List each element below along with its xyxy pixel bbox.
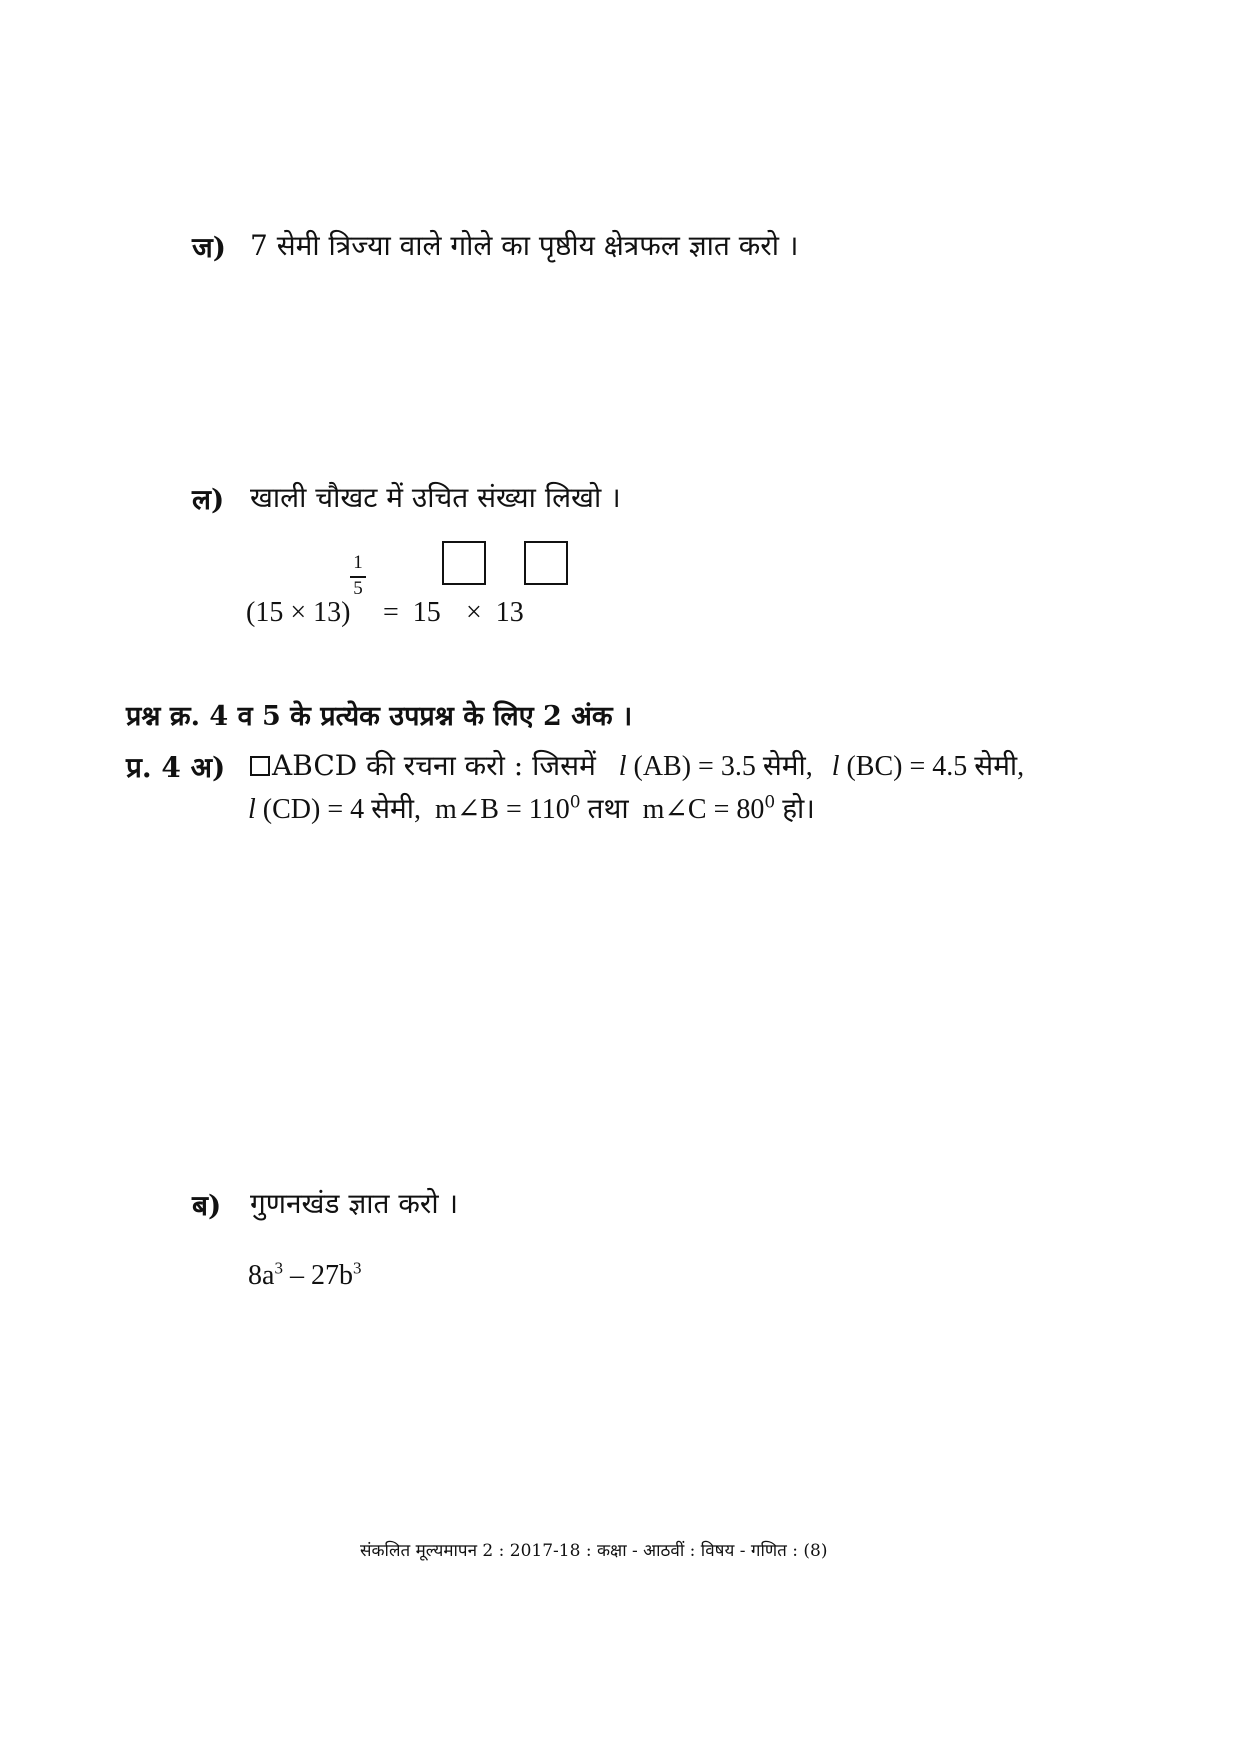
q-la-label: ल) bbox=[192, 483, 225, 516]
expr-right-a: = 15 bbox=[383, 597, 441, 628]
exponent-denominator: 5 bbox=[353, 578, 363, 599]
q4b-expr bbox=[248, 1228, 361, 1292]
q4a-deg-2: 0 bbox=[764, 792, 776, 813]
q4b-pow-b: 3 bbox=[352, 1258, 362, 1278]
exponent-numerator: 1 bbox=[353, 552, 363, 573]
q4a-label: प्र. 4 अ) bbox=[126, 751, 226, 784]
blank-box-1[interactable] bbox=[442, 541, 486, 585]
q4b-pow-a: 3 bbox=[274, 1258, 283, 1278]
q4b-text: गुणनखंड ज्ञात करो । bbox=[250, 1187, 459, 1220]
q-la-text: खाली चौखट में उचित संख्या लिखो । bbox=[250, 481, 621, 514]
q4a-l-symbol-1: l bbox=[618, 751, 627, 782]
q4a-line2-end: हो। bbox=[775, 794, 815, 825]
section-heading: प्रश्न क्र. 4 व 5 के प्रत्येक उपप्रश्न के लिए 2 अंक । bbox=[126, 701, 633, 732]
expr-right-b: × 13 bbox=[466, 597, 524, 628]
q4b-label: ब) bbox=[192, 1189, 222, 1222]
q-ja-text: 7 सेमी त्रिज्या वाले गोले का पृष्ठीय क्षेत्रफल ज्ञात करो । bbox=[250, 229, 799, 262]
q4a-line1-a: ABCD की रचना करो : जिसमें bbox=[272, 749, 596, 782]
q4a-l-symbol-2: l bbox=[831, 751, 840, 782]
q4b-expr-b: – 27b bbox=[282, 1260, 353, 1291]
q4a-line2-mid: तथा m∠C = 80 bbox=[580, 794, 765, 825]
q4a-line1 bbox=[250, 748, 1024, 785]
q4a-line2-seg: (CD) = 4 सेमी, m∠B = 110 bbox=[255, 794, 570, 825]
page-footer: संकलित मूल्यमापन 2 : 2017-18 : कक्षा - आठवीं : विषय - गणित : (8) bbox=[360, 1541, 828, 1561]
q4b-expr-a: 8a bbox=[248, 1260, 275, 1291]
q4a-l-symbol-3: l bbox=[248, 794, 256, 825]
q4a-deg-1: 0 bbox=[569, 792, 581, 813]
q4a-seg2: (BC) = 4.5 सेमी, bbox=[839, 751, 1025, 782]
q4a-line2 bbox=[248, 791, 815, 828]
q-ja-label: ज) bbox=[192, 231, 227, 264]
blank-box-2[interactable] bbox=[524, 541, 568, 585]
expr-left: (15 × 13) bbox=[246, 597, 351, 628]
quadrilateral-square-icon bbox=[250, 756, 270, 776]
q4a-seg1: (AB) = 3.5 सेमी, bbox=[626, 751, 813, 782]
